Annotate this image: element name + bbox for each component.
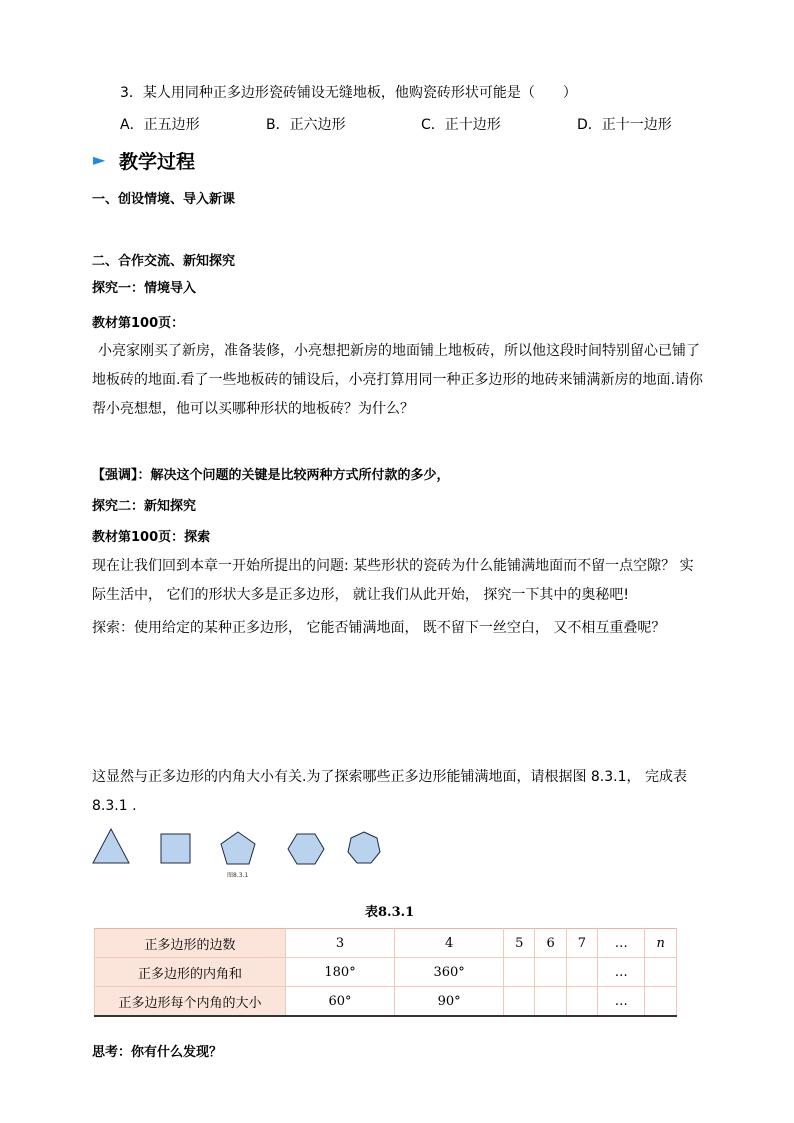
row-header: 正多边形每个内角的大小 [95, 987, 286, 1017]
table-cell: 7 [566, 929, 597, 958]
table-cell [645, 958, 677, 987]
triangle-shape [93, 829, 129, 863]
table-cell [504, 958, 535, 987]
emphasis-note: 【强调】：解决这个问题的关键是比较两种方式所付款的多少， [92, 468, 450, 483]
explore1-paragraph: 小亮家刚买了新房，准备装修，小亮想把新房的地面铺上地板砖，所以他这段时间特别留心已铺了地板砖的地面.看了一些地板砖的铺设后，小亮打算用同一种正多边形的地砖来铺满新房的地面.请你帮小亮想想，他可以买哪种形状的地板砖？为什么？ [92, 343, 703, 417]
hexagon-shape [288, 834, 324, 864]
table-cell: 360° [395, 958, 504, 987]
part1-heading: 一、创设情境、导入新课 [92, 192, 236, 207]
explore2-source: 教材第100页：探索 [92, 530, 211, 545]
table-cell [535, 987, 566, 1017]
table-row [95, 958, 677, 987]
explore1-source: 教材第100页： [92, 316, 185, 331]
option-a: A．正五边形 [120, 117, 200, 133]
table-cell: 3 [286, 929, 395, 958]
option-c: C．正十边形 [421, 117, 501, 133]
table-cell: 6 [535, 929, 566, 958]
part2-heading: 二、合作交流、新知探究 [92, 254, 236, 269]
interior-angle-table [94, 928, 677, 1017]
table-cell: … [598, 987, 645, 1017]
table-cell: 180° [286, 958, 395, 987]
table-cell [504, 987, 535, 1017]
table-intro: 这显然与正多边形的内角大小有关.为了探索哪些正多边形能铺满地面，请根据图 8.3.1， 完成表 8.3.1 . [92, 769, 687, 814]
table-cell [535, 958, 566, 987]
row-header: 正多边形的边数 [95, 929, 286, 958]
heptagon-shape [348, 832, 380, 863]
explore2-title: 探究二：新知探究 [92, 499, 197, 514]
think-prompt: 思考：你有什么发现？ [92, 1045, 223, 1060]
section-marker-icon: ► [93, 150, 106, 169]
row-header: 正多边形的内角和 [95, 958, 286, 987]
explore1-title: 探究一：情境导入 [92, 281, 197, 296]
table-cell: 4 [395, 929, 504, 958]
table-cell: 90° [395, 987, 504, 1017]
figure-caption: 图8.3.1 [227, 872, 249, 879]
table-cell: 60° [286, 987, 395, 1017]
table-row [95, 929, 677, 958]
option-d: D．正十一边形 [577, 117, 672, 133]
table-cell: … [598, 929, 645, 958]
table-cell [566, 987, 597, 1017]
table-cell: 5 [504, 929, 535, 958]
square-shape [161, 834, 190, 863]
table-cell: n [645, 929, 677, 958]
option-b: B．正六边形 [266, 117, 346, 133]
table-cell [645, 987, 677, 1017]
table-row [95, 987, 677, 1017]
table-cell: … [598, 958, 645, 987]
explore2-paragraph: 现在让我们回到本章一开始所提出的问题: 某些形状的瓷砖为什么能铺满地面而不留一点空隙？ 实际生活中， 它们的形状大多是正多边形， 就让我们从此开始， 探究一下其中的奥秘吧! [92, 558, 694, 603]
question-stem: 3．某人用同种正多边形瓷砖铺设无缝地板，他购瓷砖形状可能是（ ） [120, 85, 577, 101]
table-cell [566, 958, 597, 987]
pentagon-shape [221, 832, 255, 864]
explore2-task: 探索：使用给定的某种正多边形， 它能否铺满地面， 既不留下一丝空白， 又不相互重叠呢？ [92, 620, 666, 636]
section-title: 教学过程 [119, 151, 196, 173]
table-caption: 表8.3.1 [365, 905, 415, 920]
